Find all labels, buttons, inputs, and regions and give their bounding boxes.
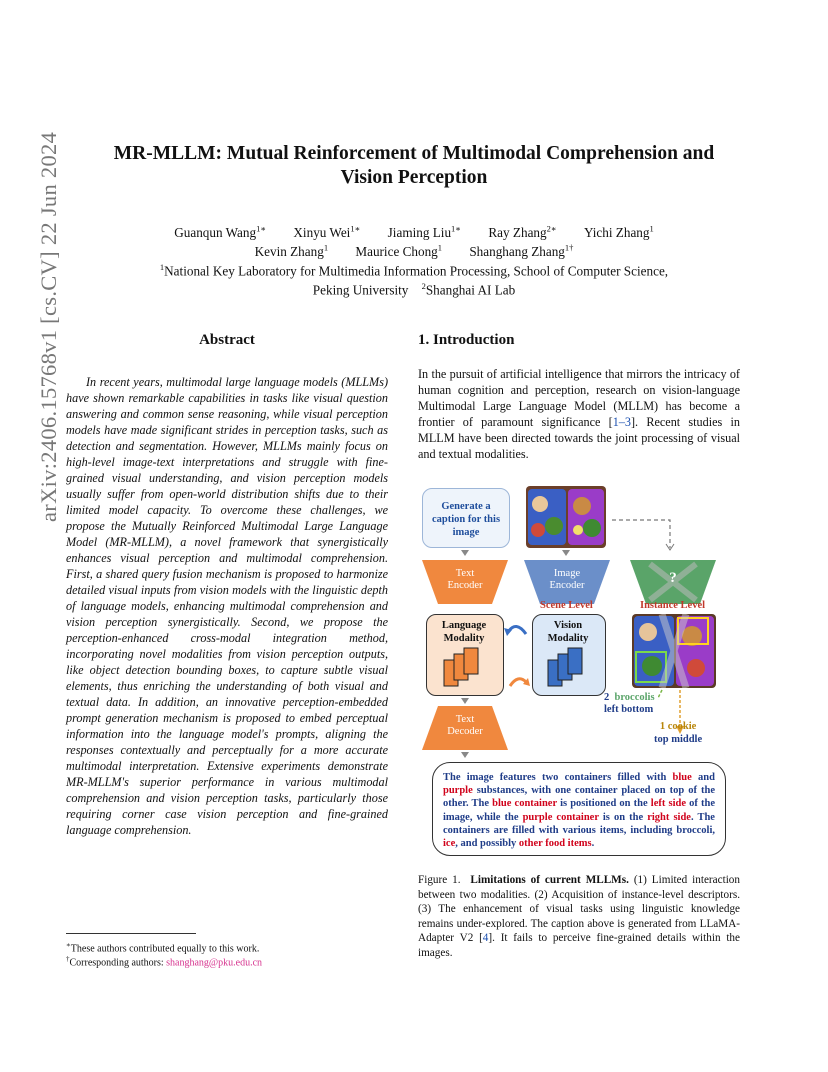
abstract-heading: Abstract [199, 332, 255, 348]
lunchbox-image [526, 486, 606, 548]
footnote-equal-contribution: ∗These authors contributed equally to this work. [66, 941, 260, 955]
abstract-text: In recent years, multimodal large language models (MLLMs) have shown remarkable capabilities in tasks like visual question answering and common sense reasoning, while visual perception models have made significant strides in perception tasks, such as detection and segmentation. However, MLLMs mainly focus on high-level image-text interpretations and struggle with fine-grained visual understanding, and vision perception models usually suffer from open-world distribution shifts due to their limited model capacity. To overcome these challenges, we propose the Mutually Reinforced Multimodal Large Language Model (MR-MLLM), a novel framework that synergistically enhances visual perception and multimodal comprehension. First, a shared query fusion mechanism is proposed to harmonize detailed visual inputs from vision models with the linguistic depth of language models, enhancing multimodal comprehension and vision perception synergistically. Second, we propose the perception-enhanced cross-modal integration method, incorporating novel modalities from vision perception outputs, like object detection bounding boxes, to capture subtle visual elements, thus enriching the understanding of both visual and textual data. In addition, an innovative perception-embedded prompt generation mechanism is proposed to embed perceptual information into the language model's prompts, aligning the responses contextually and perceptually for a more accurate multimodal interpretation. Extensive experiments demonstrate MR-MLLM's superior performance in various multimodal comprehension and vision perception tasks, particularly those requiring corner case vision perception and fine-grained language comprehension. [66, 375, 388, 837]
cookie-annotation: 1 cookie top middle [654, 721, 703, 745]
email-link[interactable]: shanghang@pku.edu.cn [166, 957, 263, 969]
title-line-2: Vision Perception [340, 167, 488, 188]
paper-title [60, 142, 768, 190]
scene-level-label: Scene Level [540, 600, 593, 611]
prompt-text: Generate a caption for this image [431, 501, 501, 538]
image-encoder-label: Image Encoder [549, 568, 585, 591]
interaction-arrows [504, 616, 532, 692]
section-heading-introduction: 1. Introduction [418, 332, 515, 348]
text-decoder-label: Text Decoder [447, 714, 483, 737]
arxiv-identifier: arXiv:2406.15768v1 [cs.CV] 22 Jun 2024 [36, 131, 61, 522]
footnote-divider [66, 933, 196, 934]
author: Shanghang Zhang$^{1\dagger}$ [469, 243, 574, 260]
author: Xinyu Wei$^{1∗}$ [293, 224, 361, 241]
author: Yichi Zhang$^1$ [583, 224, 654, 241]
dashed-connector [608, 512, 688, 552]
citation-link[interactable]: 4 [482, 932, 489, 945]
generated-caption-box: The image features two containers filled with blue and purple substances, with one container placed on top of the other. The blue container is positioned on the left side of the image, while the purple container is on the right side. The containers are filled with various items, including broccoli, ice, and possibly other food items. [432, 762, 726, 856]
author: Ray Zhang$^{2∗}$ [488, 224, 557, 241]
title-line-1: MR-MLLM: Mutual Reinforcement of Multimodal Comprehension and [113, 143, 715, 164]
language-modality-label: Language Modality [441, 620, 487, 644]
instance-level-image [632, 614, 716, 688]
figure-caption: Figure 1. Limitations of current MLLMs. (1) Limited interaction between two modalities. (2) Acquisition of instance-level descriptors. (3) The enhancement of visual tasks using linguistic knowledge remains under-explored. The caption above is generated from LLaMA-Adapter V2 [4]. It fails to perceive fine-grained details within the images. [418, 874, 740, 959]
vision-modality-label: Vision Modality [547, 620, 589, 644]
author: Kevin Zhang$^1$ [254, 243, 329, 260]
affiliation-1: $^1$National Key Laboratory for Multimedia Information Processing, School of Computer Science, [159, 262, 669, 279]
author: Maurice Chong$^1$ [355, 243, 443, 260]
text-encoder-label: Text Encoder [447, 568, 483, 591]
citation-link[interactable]: 1–3 [612, 415, 631, 429]
instance-level-label: Instance Level [640, 600, 706, 611]
arrow-down-icon [461, 550, 469, 556]
arrow-down-icon [461, 698, 469, 704]
stacked-features-icon [546, 644, 590, 690]
arrow-down-icon [461, 752, 469, 758]
stacked-tokens-icon [442, 644, 486, 690]
arrow-down-icon [562, 550, 570, 556]
affiliation-2: Peking University $^2$Shanghai AI Lab [312, 281, 516, 298]
author: Jiaming Liu$^{1∗}$ [387, 224, 462, 241]
figure-1 [418, 482, 740, 866]
footnote-corresponding: †Corresponding authors: shanghang@pku.edu.cn [66, 955, 263, 969]
author: Guanqun Wang$^{1∗}$ [174, 224, 267, 241]
broccoli-annotation: 2 broccolis left bottom [604, 692, 655, 715]
unknown-encoder-label: ? [669, 570, 677, 586]
introduction-text: In the pursuit of artificial intelligence that mirrors the intricacy of human cognition and perception, research on vision-language Multimodal Large Language Model (MLLM) has become a frontier of paramount significance [1–3]. Recent studies in MLLM have been directed towards the joint processing of visual and textual modalities. [418, 367, 740, 461]
